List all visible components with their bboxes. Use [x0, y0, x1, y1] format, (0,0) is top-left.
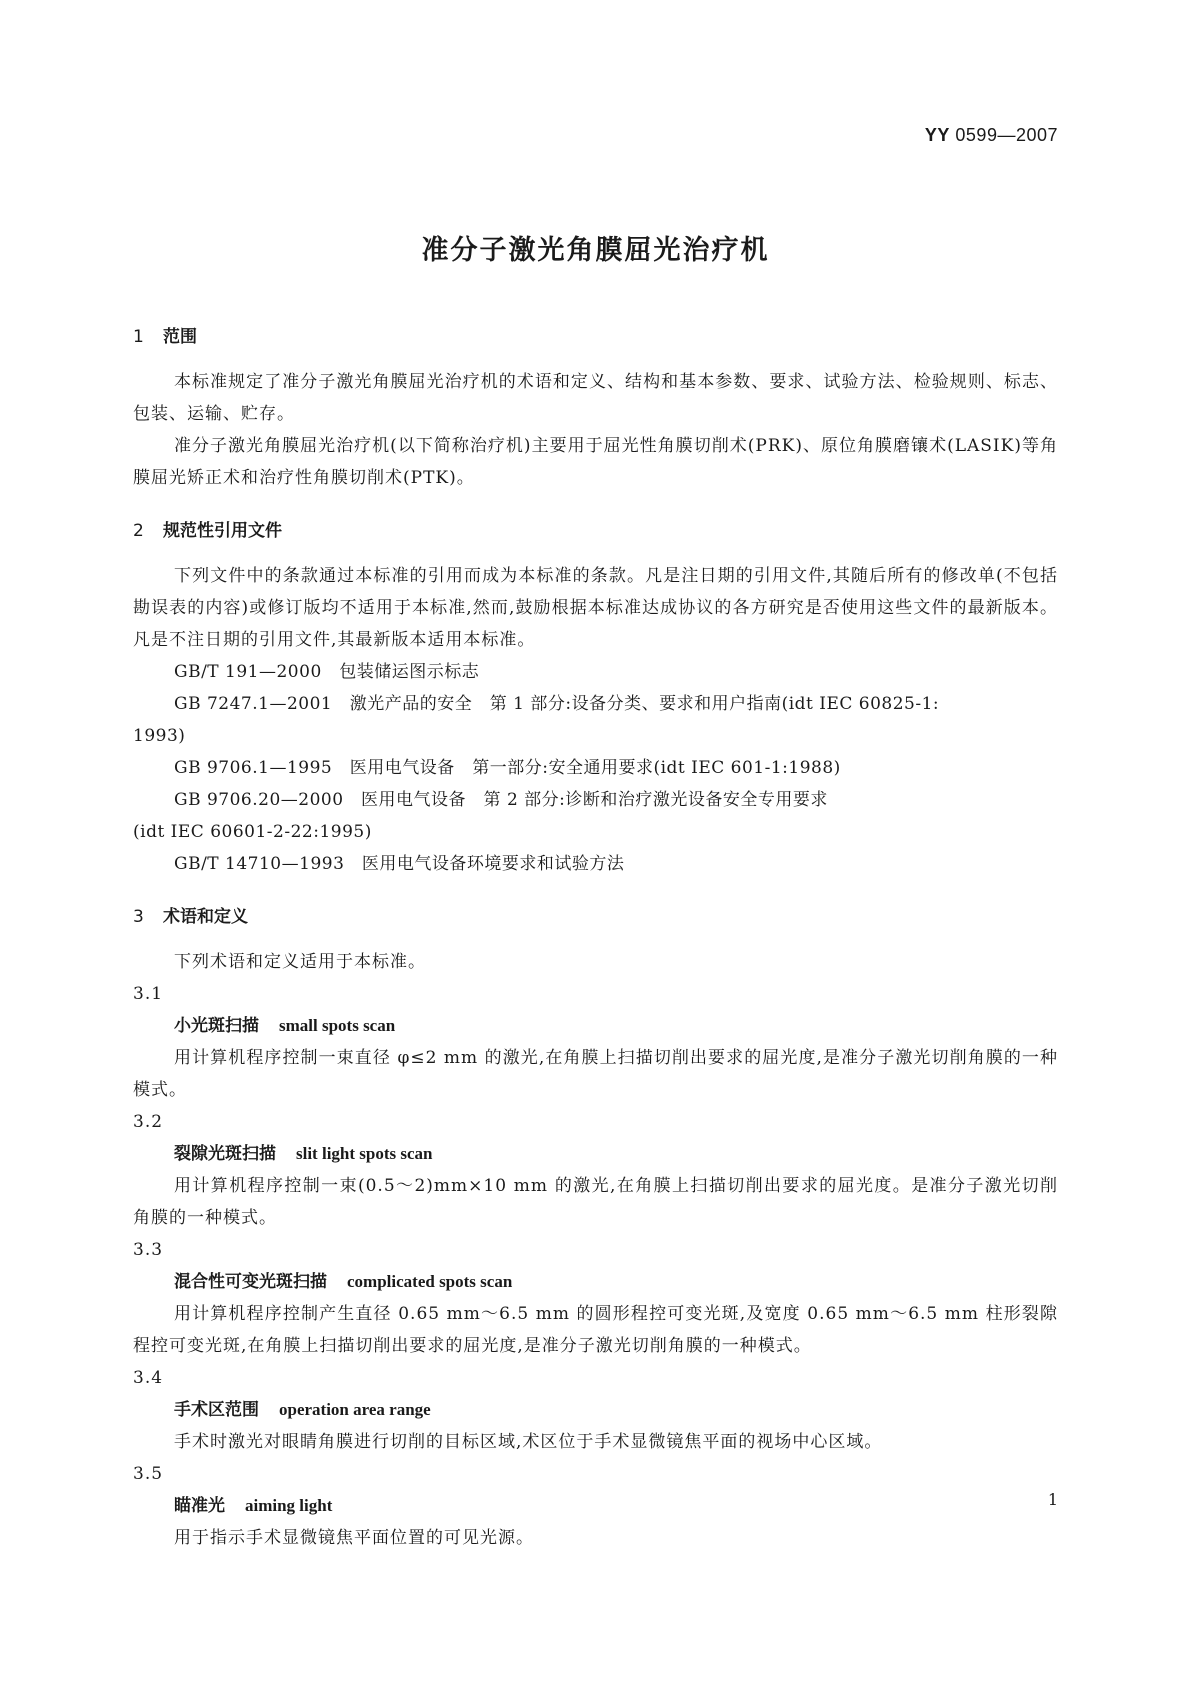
reference-gb-9706-20 — [133, 784, 1058, 848]
clause-number-3-3: 3.3 — [133, 1240, 164, 1260]
reference-line-continued: 1993) — [133, 726, 186, 746]
section-title: 术语和定义 — [163, 907, 248, 927]
section-3-paragraph-1: 下列术语和定义适用于本标准。 — [174, 952, 426, 972]
term-english: aiming light — [245, 1496, 333, 1515]
reference-gbt-191: GB/T 191—2000 包装储运图示标志 — [174, 662, 480, 682]
term-english: operation area range — [279, 1400, 431, 1419]
reference-gb-7247-1 — [133, 688, 1058, 752]
term-operation-area-range — [133, 1394, 1058, 1426]
term-chinese: 混合性可变光斑扫描 — [174, 1272, 327, 1292]
clause-number-3-2: 3.2 — [133, 1112, 164, 1132]
page-number: 1 — [1047, 1490, 1058, 1509]
section-number: 1 — [133, 327, 144, 347]
section-number: 3 — [133, 907, 144, 927]
term-english: small spots scan — [279, 1016, 396, 1035]
term-definition: 手术时激光对眼睛角膜进行切削的目标区域,术区位于手术显微镜焦平面的视场中心区域。 — [174, 1432, 883, 1452]
document-title: 准分子激光角膜屈光治疗机 — [421, 235, 770, 266]
section-1-paragraph-1: 本标准规定了准分子激光角膜屈光治疗机的术语和定义、结构和基本参数、要求、试验方法、检验规则、标志、包装、运输、贮存。 — [133, 372, 1058, 424]
term-chinese: 小光斑扫描 — [174, 1016, 259, 1036]
term-chinese: 瞄准光 — [174, 1496, 225, 1516]
section-1-paragraph-2: 准分子激光角膜屈光治疗机(以下简称治疗机)主要用于屈光性角膜切削术(PRK)、原位角膜磨镶术(LASIK)等角膜屈光矫正术和治疗性角膜切削术(PTK)。 — [133, 436, 1058, 488]
section-title: 规范性引用文件 — [163, 521, 282, 541]
reference-gb-9706-1: GB 9706.1—1995 医用电气设备 第一部分:安全通用要求(idt IEC 601-1:1988) — [174, 758, 841, 778]
section-title: 范围 — [163, 327, 197, 347]
term-chinese: 手术区范围 — [174, 1400, 259, 1420]
term-slit-light-spots-scan — [133, 1138, 1058, 1170]
reference-line-continued: (idt IEC 60601-2-22:1995) — [133, 822, 372, 842]
section-1-heading — [133, 322, 1058, 352]
term-english: complicated spots scan — [347, 1272, 513, 1291]
term-definition: 用计算机程序控制一束(0.5～2)mm×10 mm 的激光,在角膜上扫描切削出要求的屈光度。是准分子激光切削角膜的一种模式。 — [133, 1176, 1058, 1228]
standard-code-number: 0599—2007 — [955, 125, 1058, 145]
term-small-spots-scan — [133, 1010, 1058, 1042]
section-number: 2 — [133, 521, 144, 541]
document-body — [133, 322, 1058, 1554]
term-definition: 用于指示手术显微镜焦平面位置的可见光源。 — [174, 1528, 534, 1548]
term-complicated-spots-scan — [133, 1266, 1058, 1298]
section-2-paragraph-1: 下列文件中的条款通过本标准的引用而成为本标准的条款。凡是注日期的引用文件,其随后所有的修改单(不包括勘误表的内容)或修订版均不适用于本标准,然而,鼓励根据本标准达成协议的各方研究是否使用这些文件的最新版本。凡是不注日期的引用文件,其最新版本适用本标准。 — [133, 566, 1058, 650]
term-definition: 用计算机程序控制产生直径 0.65 mm～6.5 mm 的圆形程控可变光斑,及宽度 0.65 mm～6.5 mm 柱形裂隙程控可变光斑,在角膜上扫描切削出要求的屈光度,是准分子激光切削角膜的一种模式。 — [133, 1304, 1058, 1356]
term-chinese: 裂隙光斑扫描 — [174, 1144, 276, 1164]
reference-line: GB 7247.1—2001 激光产品的安全 第 1 部分:设备分类、要求和用户指南(idt IEC 60825-1: — [174, 694, 940, 714]
term-aiming-light — [133, 1490, 1058, 1522]
clause-number-3-5: 3.5 — [133, 1464, 164, 1484]
term-definition: 用计算机程序控制一束直径 φ≤2 mm 的激光,在角膜上扫描切削出要求的屈光度,是准分子激光切削角膜的一种模式。 — [133, 1048, 1058, 1100]
clause-number-3-4: 3.4 — [133, 1368, 164, 1388]
standard-code-prefix: YY — [924, 125, 950, 145]
reference-gbt-14710: GB/T 14710—1993 医用电气设备环境要求和试验方法 — [174, 854, 625, 874]
section-3-heading — [133, 902, 1058, 932]
reference-line: GB 9706.20—2000 医用电气设备 第 2 部分:诊断和治疗激光设备安全专用要求 — [174, 790, 828, 810]
section-2-heading — [133, 516, 1058, 546]
term-english: slit light spots scan — [296, 1144, 433, 1163]
clause-number-3-1: 3.1 — [133, 984, 164, 1004]
standard-code — [925, 125, 1058, 146]
